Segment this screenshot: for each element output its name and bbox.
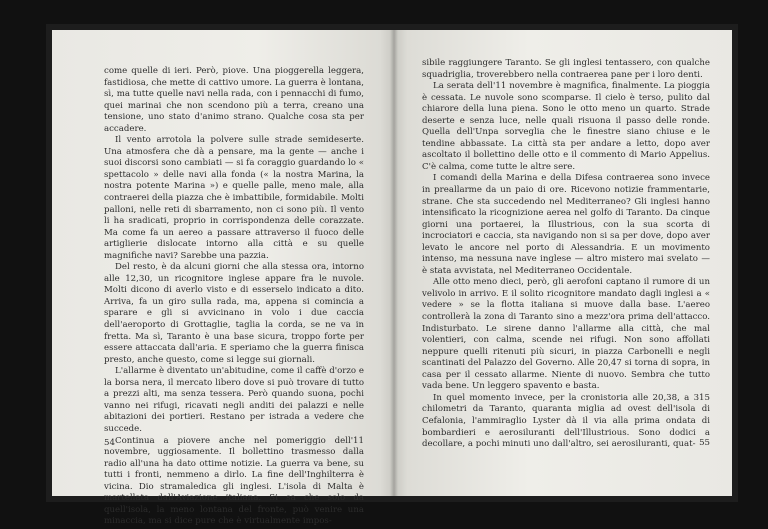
left-page: [52, 30, 394, 527]
paragraph: come quelle di ieri. Però, piove. Una pioggerella leggera, fastidiosa, che mette di cattivo umore. La guerra è lontana, sì, ma tutte quelle navi nella rada, con i pennacchi di fumo, quei marinai che non scendono più a terra, creano una tensione, uno stato d'animo strano. Qualche cosa sta per accadere.: [104, 66, 364, 134]
page-number: 55: [699, 438, 710, 448]
paragraph: L'allarme è diventato un'abitudine, come il caffè d'orzo e la borsa nera, il mercato libero dove si può trovare di tutto a prezzi alti, ma senza tessera. Però quando suona, pochi vanno nei rifugi, ricavati negli anditi dei palazzi e nelle abitazioni dei portieri. Restano per istrada a vedere che succede.: [104, 366, 364, 434]
open-book: [46, 24, 738, 527]
book-gutter: [390, 30, 398, 496]
paragraph: La serata dell'11 novembre è magnifica, finalmente. La pioggia è cessata. Le nuvole sono scomparse. Il cielo è terso, pulito dal chiarore della luna piena. Sono le otto meno un quarto. Strade deserte e senza luce, nelle quali risuona il passo delle ronde. Quella dell'Unpa sorveglia che le finestre siano chiuse e le tendine abbassate. La città sta per andare a letto, dopo aver ascoltato il bollettino delle otto e il commento di Mario Appelius. C'è calma, come tutte le altre sere.: [422, 81, 710, 172]
paragraph: In quel momento invece, per la cronistoria alle 20,38, a 315 chilometri da Taranto, quaranta miglia ad ovest dell'isola di Cefalonia, l'ammiraglio Lyster dà il via alla prima ondata di bombardieri e aerosiluranti dell'Illustrious. Sono dodici a decollare, a pochi minuti uno dall'altro, sei aerosiluranti, quat-: [422, 392, 710, 450]
paragraph: Del resto, è da alcuni giorni che alla stessa ora, intorno alle 12,30, un ricognitore inglese appare fra le nuvole. Molti dicono di averlo visto e di esserselo indicato a dito. Arriva, fa un giro sulla rada, ma, appena si comincia a sparare e gli si avvicinano in volo i due caccia dell'aeroporto di Grottaglie, taglia la corda, se ne va in fretta. Ma sì, Taranto è una base sicura, troppo forte per essere attaccata dall'aria. E speriamo che la guerra finisca presto, anche questo, come si legge sui giornali.: [104, 262, 364, 365]
paragraph: Il vento arrotola la polvere sulle strade semideserte. Una atmosfera che dà a pensare, ma la gente — anche i suoi discorsi sono cambiati — si fa coraggio guardando lo « spettacolo » delle navi alla fonda (« la nostra Marina, la nostra potente Marina ») e quelle palle, meno male, alla contraerei della piazza che è imbattibile, formidabile. Molti palloni, nelle reti di sbarramento, non ci sono più. Il vento li ha sradicati, proprio in corrispondenza delle corazzate. Ma come fa un aereo a passare attraverso il fuoco delle artiglierie dislocate intorno alla città e su quelle magnifiche navi? Sarebbe una pazzia.: [104, 135, 364, 261]
paragraph: Continua a piovere anche nel pomeriggio dell'11 novembre, uggiosamente. Il bollettino trasmesso dalla radio all'una ha dato ottime notizie. La guerra va bene, su tutti i fronti, nemmeno a dirlo. La fine dell'Inghilterra è vicina. Dio stramaledica gli inglesi. L'isola di Malta è martellata dall'Aviazione italiana. Si sa che solo da quell'isola, la meno lontana del fronte, può venire una minaccia, ma si dice pure che è virtualmente impos-: [104, 435, 364, 527]
paragraph: sibile raggiungere Taranto. Se gli inglesi tentassero, con qualche squadriglia, troverebbero nella contraerea pane per i loro denti.: [422, 58, 710, 80]
page-number: 54: [104, 438, 115, 448]
right-page: [394, 30, 732, 496]
paragraph: I comandi della Marina e della Difesa contraerea sono invece in preallarme da un paio di ore. Ricevono notizie frammentarie, strane. Che sta succedendo nel Mediterraneo? Gli inglesi hanno intensificato la ricognizione aerea nel golfo di Taranto. Da cinque giorni una portaerei, la Illustrious, con la sua scorta di incrociatori e caccia, sta navigando non si sa per dove, dopo aver levato le ancore nel porto di Alessandria. E un movimento intenso, ma nessuna nave inglese — altro mistero mai svelato — è stata avvistata, nel Mediterraneo Occidentale.: [422, 173, 710, 276]
paragraph: Alle otto meno dieci, però, gli aerofoni captano il rumore di un velivolo in arrivo. E il solito ricognitore mandato dagli inglesi a « vedere » se la flotta italiana si muove dalla base. L'aereo controllerà la zona di Taranto sino a mezz'ora prima dell'attacco. Indisturbato. Le sirene danno l'allarme alla città, che mal volentieri, con calma, scende nei rifugi. Non sono affollati neppure quelli ritenuti più sicuri, in piazza Carbonelli e negli scantinati del Palazzo del Governo. Alle 20,47 si torna di sopra, in casa per il cessato allarme. Niente di nuovo. Sembra che tutto vada bene. Un leggero spavento e basta.: [422, 277, 710, 392]
